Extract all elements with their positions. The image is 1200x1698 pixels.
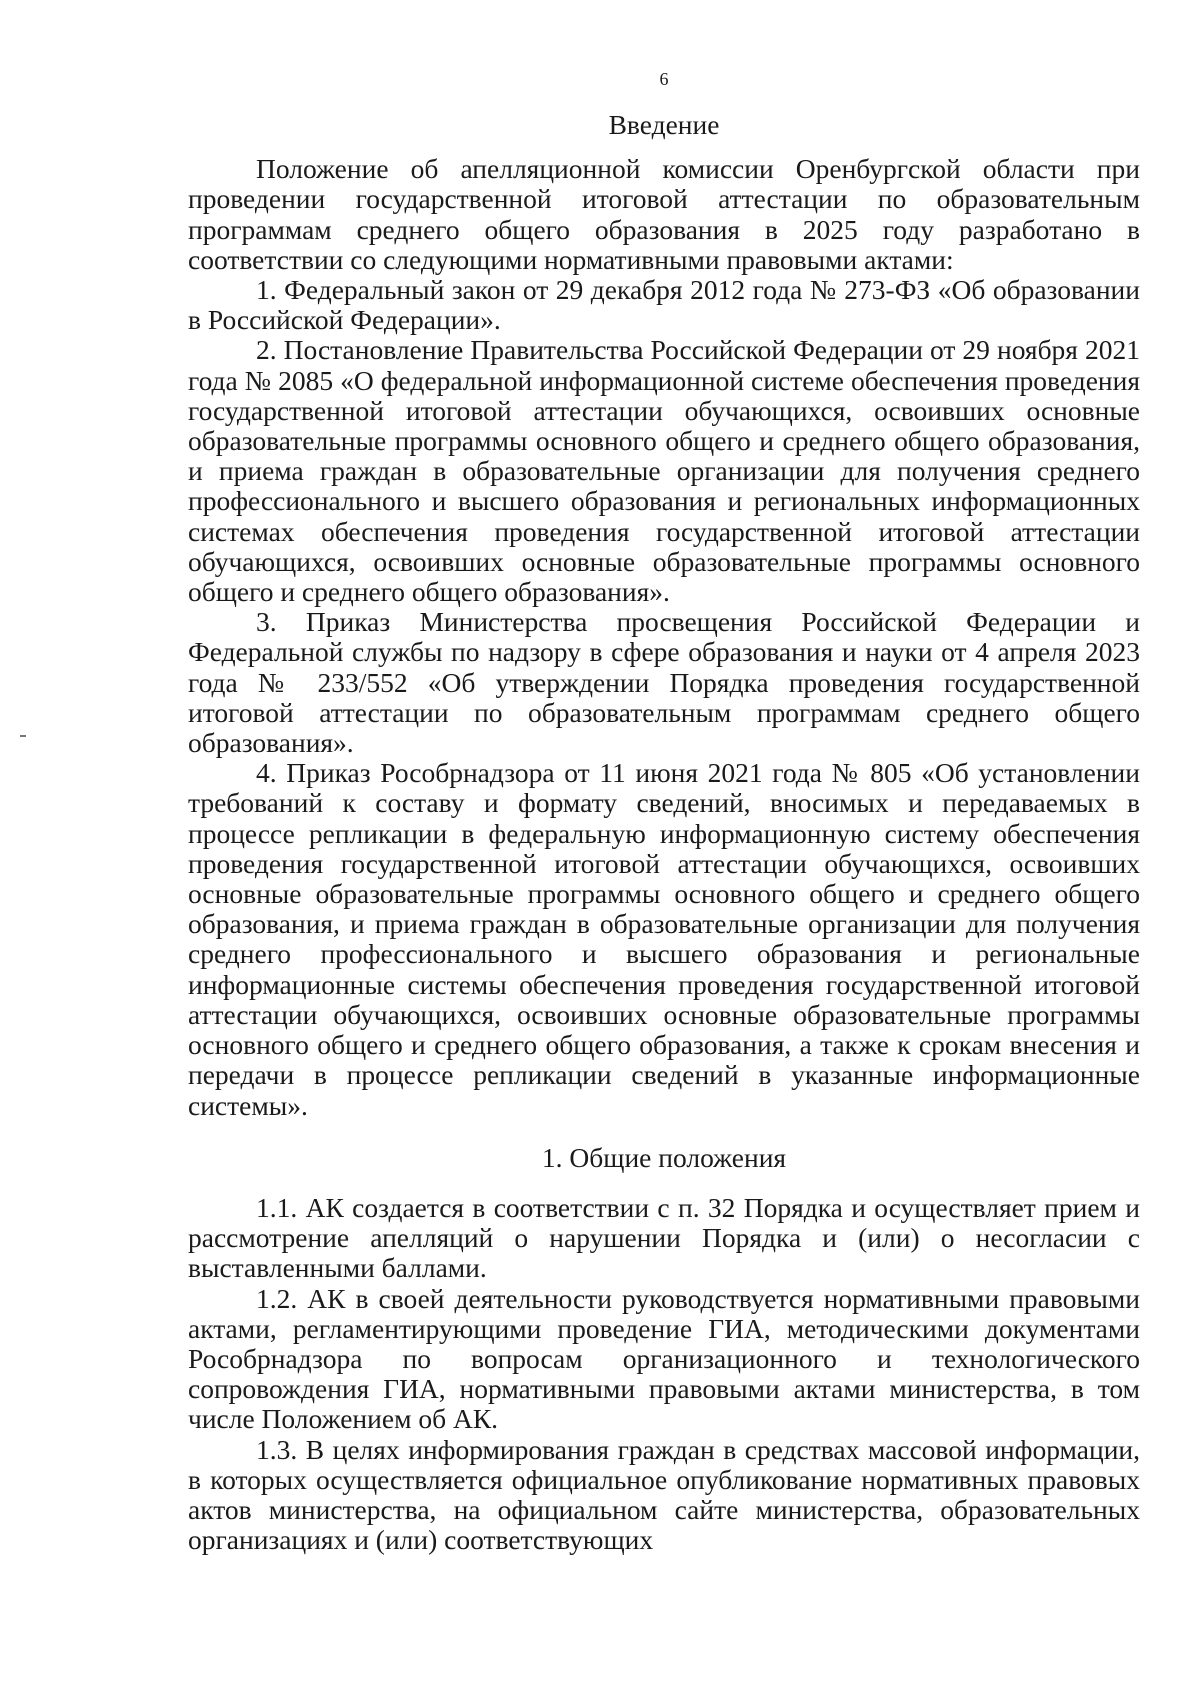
section-1-item-1: 1.1. АК создается в соответствии с п. 32 Порядка и осуществляет прием и рассмотрение апелляций о нарушении Порядка и (или) о несогласии с выставленными баллами. — [188, 1191, 1140, 1284]
intro-item-2: 2. Постановление Правительства Российской Федерации от 29 ноября 2021 года № 2085 «О федеральной информационной системе обеспечения проведения государственной итоговой аттестации обучающихся, освоивших основные образовательные программы основного общего и среднего общего образования, и приема граждан в образовательные организации для получения среднего профессионального и высшего образования и региональных информационных системах обеспечения проведения государственной итоговой аттестации обучающихся, освоивших основные образовательные программы основного общего и среднего общего образования». — [188, 334, 1140, 608]
section-1-item-2: 1.2. АК в своей деятельности руководствуется нормативными правовыми актами, регламентирующими проведение ГИА, методическими документами Рособрнадзора по вопросам организационного и технологического сопровождения ГИА, нормативными правовыми актами министерства, в том числе Положением об АК. — [188, 1282, 1140, 1435]
intro-item-1: 1. Федеральный закон от 29 декабря 2012 года № 273-ФЗ «Об образовании в Российской Федерации». — [188, 274, 1140, 336]
intro-item-3: 3. Приказ Министерства просвещения Российской Федерации и Федеральной службы по надзору в сфере образования и науки от 4 апреля 2023 года № 233/552 «Об утверждении Порядка проведения государственной итоговой аттестации по образовательным программам среднего общего образования». — [188, 606, 1140, 759]
scan-artifact — [20, 735, 26, 737]
intro-item-4: 4. Приказ Рособрнадзора от 11 июня 2021 года № 805 «Об установлении требований к составу и формату сведений, вносимых и передаваемых в процессе репликации в федеральную информационную систему обеспечения проведения государственной итоговой аттестации обучающихся, освоивших основные образовательные программы основного общего и среднего общего образования, и приема граждан в образовательные организации для получения среднего профессионального и высшего образования и региональные информационные системы обеспечения проведения государственной итоговой аттестации обучающихся, освоивших основные образовательные программы основного общего и среднего общего образования, а также к срокам внесения и передачи в процессе репликации сведений в указанные информационные системы». — [188, 757, 1140, 1121]
intro-heading: Введение — [608, 109, 720, 140]
section-1-item-3: 1.3. В целях информирования граждан в средствах массовой информации, в которых осуществляется официальное опубликование нормативных правовых актов министерства, на официальном сайте министерства, образовательных организациях и (или) соответствующих — [188, 1433, 1140, 1556]
intro-lead-paragraph: Положение об апелляционной комиссии Оренбургской области при проведении государственной итоговой аттестации по образовательным программам среднего общего образования в 2025 году разработано в соответствии со следующими нормативными правовыми актами: — [188, 153, 1140, 275]
section-1-heading: 1. Общие положения — [541, 1141, 787, 1173]
page-number: 6 — [659, 69, 669, 89]
document-page — [188, 60, 1140, 1555]
